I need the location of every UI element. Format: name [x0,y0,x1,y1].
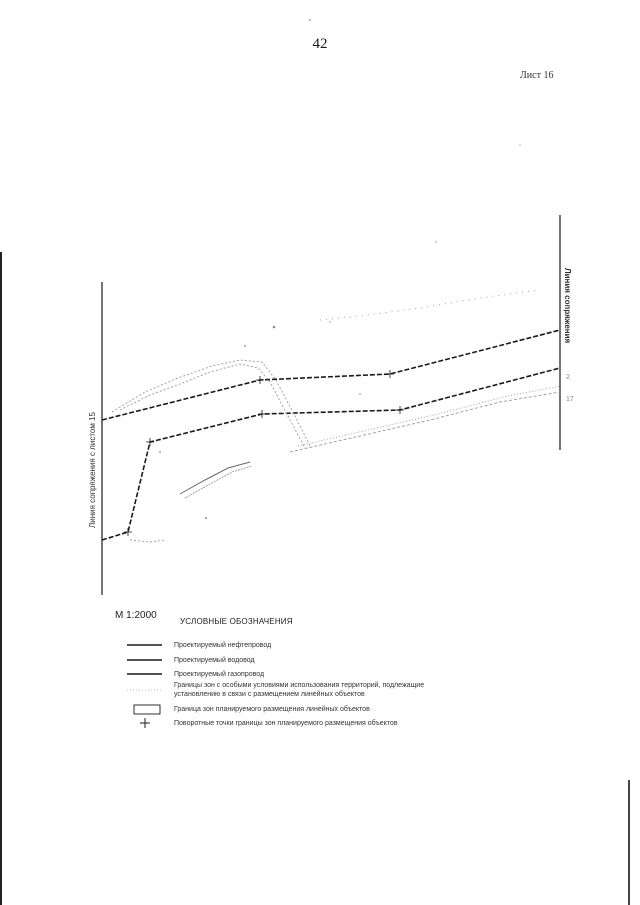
legend-item-zone-boundary [127,705,467,719]
left-boundary-label: Линия сопряжения с листом 15 [88,412,97,528]
legend-item-restricted-zones [127,681,467,703]
legend-item-label: Проектируемый газопровод [174,671,265,678]
map-mark: 17 [566,396,574,403]
sheet-label: Лист 16 [520,70,554,81]
legend-item-label: Границы зон с особыми условиями использования территорий, подлежащие установлению в связи с размещением линейных объектов [174,682,425,698]
right-boundary-label: Линия сопряжения [563,268,572,344]
page-number: 42 [312,36,328,52]
legend-item-label: Проектируемый нефтепровод [174,642,272,649]
legend-item-oil-pipeline [127,641,467,655]
legend-item-label: Поворотные точки границы зон планируемого размещения объектов [174,720,398,727]
existing-features [112,290,560,542]
legend-item-label: Проектируемый водовод [174,657,255,664]
scan-specks [159,19,521,519]
legend-item-label: Граница зон планируемого размещения линейных объектов [174,706,370,713]
zone-boundary-lower [102,368,560,540]
scale-label: М 1:2000 [115,610,157,621]
legend-item-water-pipeline [127,656,467,670]
turning-points [124,370,404,536]
legend-title: УСЛОВНЫЕ ОБОЗНАЧЕНИЯ [180,617,293,626]
zone-boundary-upper [102,330,560,420]
legend-item-turning-points [127,719,467,733]
map-mark: 2 [566,374,570,381]
